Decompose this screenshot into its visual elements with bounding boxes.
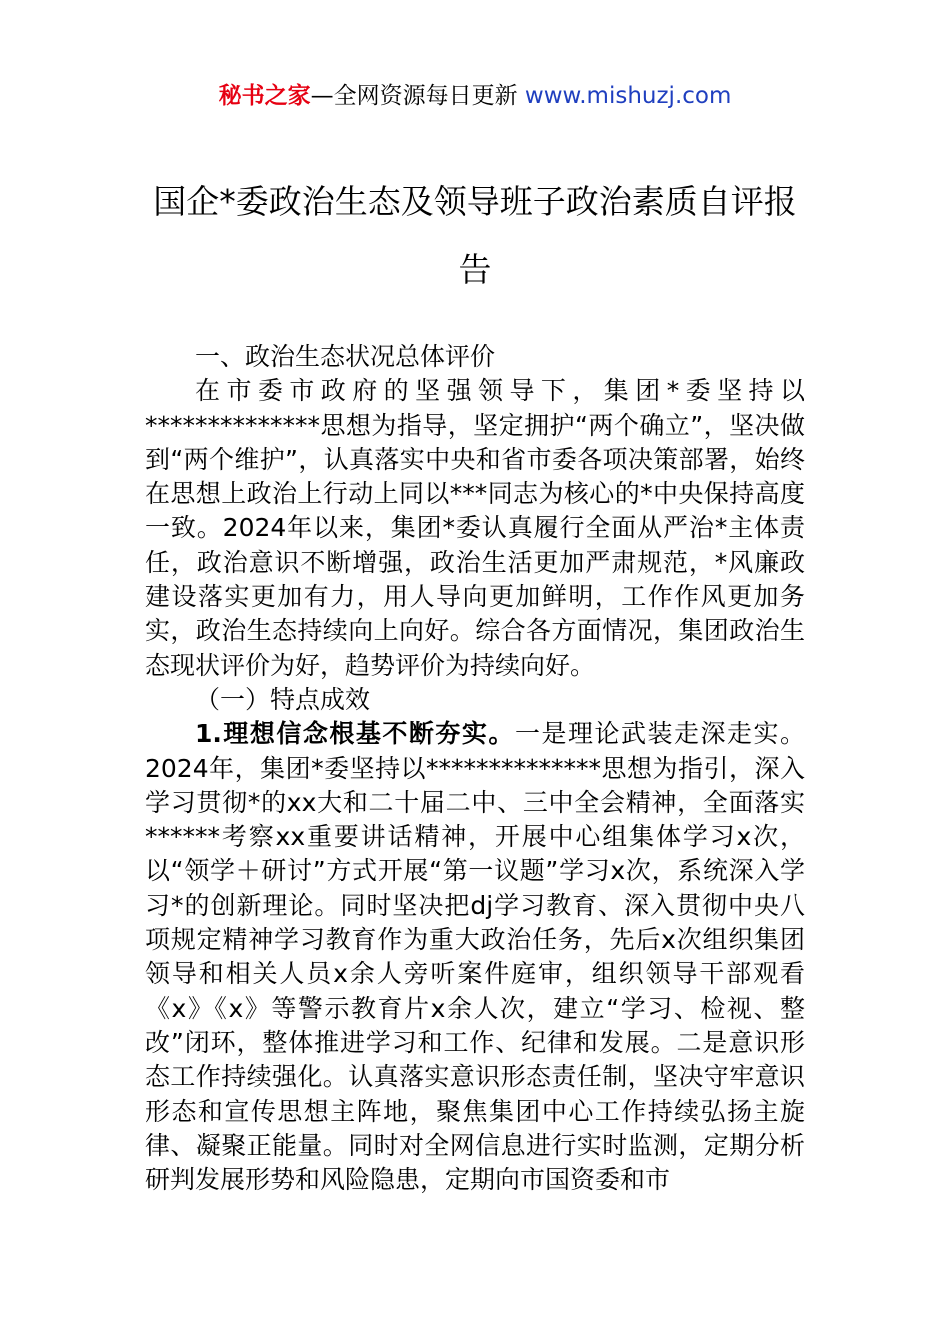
subsection-heading: （一）特点成效: [195, 684, 371, 714]
document-title: 国企*委政治生态及领导班子政治素质自评报告: [153, 182, 797, 289]
point-heading: 1.理想信念根基不断夯实。: [195, 719, 515, 749]
point-text: 一是理论武装走深走实。2024年，集团*委坚持以**************思想为指引，深入学习贯彻*的xx大和二十届二中、三中全会精神，全面落实******考察xx重要讲话精神，开展中心组集体学习x次，以“领学＋研讨”方式开展“第一议题”学习x次，系统深入学习*的创新理论。同时坚决把dj学习教育、深入贯彻中央八项规定精神学习教育作为重大政治任务，先后x次组织集团领导和相关人员x余人旁听案件庭审，组织领导干部观看《x》《x》等警示教育片x余人次，建立“学习、检视、整改”闭环，整体推进学习和工作、纪律和发展。二是意识形态工作持续强化。认真落实意识形态责任制，坚决守牢意识形态和宣传思想主阵地，聚焦集团中心工作持续弘扬主旋律、凝聚正能量。同时对全网信息进行实时监测，定期分析研判发展形势和风险隐患，定期向市国资委和市: [145, 719, 805, 1195]
site-url-link[interactable]: www.mishuzj.com: [524, 83, 732, 109]
section-heading: 一、政治生态状况总体评价: [195, 342, 496, 371]
site-tagline: —全网资源每日更新: [310, 83, 525, 109]
site-brand: 秘书之家: [218, 83, 311, 109]
body-paragraph: 在市委市政府的坚强领导下，集团*委坚持以**************思想为指导，坚定拥护“两个确立”，坚决做到“两个维护”，认真落实中央和省市委各项决策部署，始终在思想上政治上行动上同以***同志为核心的*中央保持高度一致。2024年以来，集团*委认真履行全面从严治*主体责任，政治意识不断增强，政治生活更加严肃规范，*风廉政建设落实更加有力，用人导向更加鲜明，工作作风更加务实，政治生态持续向上向好。综合各方面情况，集团政治生态现状评价为好，趋势评价为持续向好。: [145, 376, 805, 680]
site-header: [0, 80, 950, 112]
point-paragraph: [145, 717, 805, 1197]
document-body: [145, 340, 805, 1197]
